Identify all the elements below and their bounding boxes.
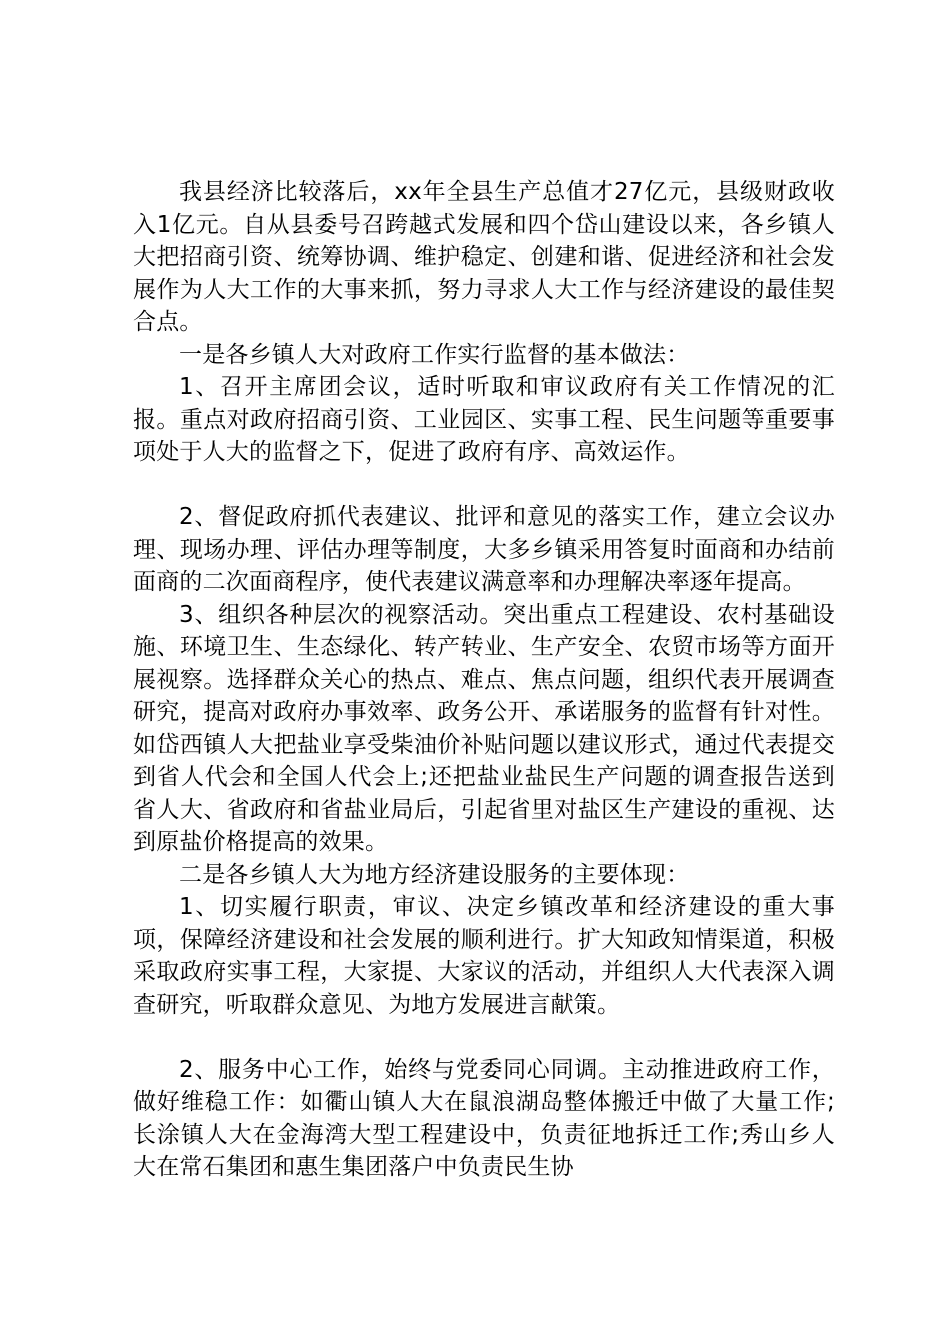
paragraph-supervision-3: 3、组织各种层次的视察活动。突出重点工程建设、农村基础设施、环境卫生、生态绿化、转产转业、生产安全、农贸市场等方面开展视察。选择群众关心的热点、难点、焦点问题，组织代表开展调查研究，提高对政府办事效率、政务公开、承诺服务的监督有针对性。如岱西镇人大把盐业享受柴油价补贴问题以建议形式，通过代表提交到省人代会和全国人代会上;还把盐业盐民生产问题的调查报告送到省人大、省政府和省盐业局后，引起省里对盐区生产建设的重视、达到原盐价格提高的效果。	[133, 601, 835, 855]
paragraph-spacer	[133, 469, 835, 502]
section-heading-service: 二是各乡镇人大为地方经济建设服务的主要体现：	[179, 861, 690, 888]
paragraph-service-2: 2、服务中心工作，始终与党委同心同调。主动推进政府工作，做好维稳工作：如衢山镇人大在鼠浪湖岛整体搬迁中做了大量工作;长涂镇人大在金海湾大型工程建设中，负责征地拆迁工作;秀山乡人大在常石集团和惠生集团落户中负责民生协	[133, 1056, 835, 1180]
paragraph-service-1: 1、切实履行职责，审议、决定乡镇改革和经济建设的重大事项，保障经济建设和社会发展的顺利进行。扩大知政知情渠道，积极采取政府实事工程，大家提、大家议的活动，并组织人大代表深入调查研究，听取群众意见、为地方发展进言献策。	[133, 894, 835, 1018]
document-body	[133, 176, 835, 1184]
paragraph-intro: 我县经济比较落后，xx年全县生产总值才27亿元，县级财政收入1亿元。自从县委号召跨越式发展和四个岱山建设以来，各乡镇人大把招商引资、统筹协调、维护稳定、创建和谐、促进经济和社会发展作为人大工作的大事来抓，努力寻求人大工作与经济建设的最佳契合点。	[133, 179, 835, 335]
paragraph-spacer	[133, 1021, 835, 1054]
paragraph-supervision-1: 1、召开主席团会议，适时听取和审议政府有关工作情况的汇报。重点对政府招商引资、工业园区、实事工程、民生问题等重要事项处于人大的监督之下，促进了政府有序、高效运作。	[133, 374, 835, 465]
paragraph-supervision-2: 2、督促政府抓代表建议、批评和意见的落实工作，建立会议办理、现场办理、评估办理等制度，大多乡镇采用答复时面商和办结前面商的二次面商程序，使代表建议满意率和办理解决率逐年提高。	[133, 504, 835, 595]
section-heading-supervision: 一是各乡镇人大对政府工作实行监督的基本做法：	[179, 341, 690, 368]
